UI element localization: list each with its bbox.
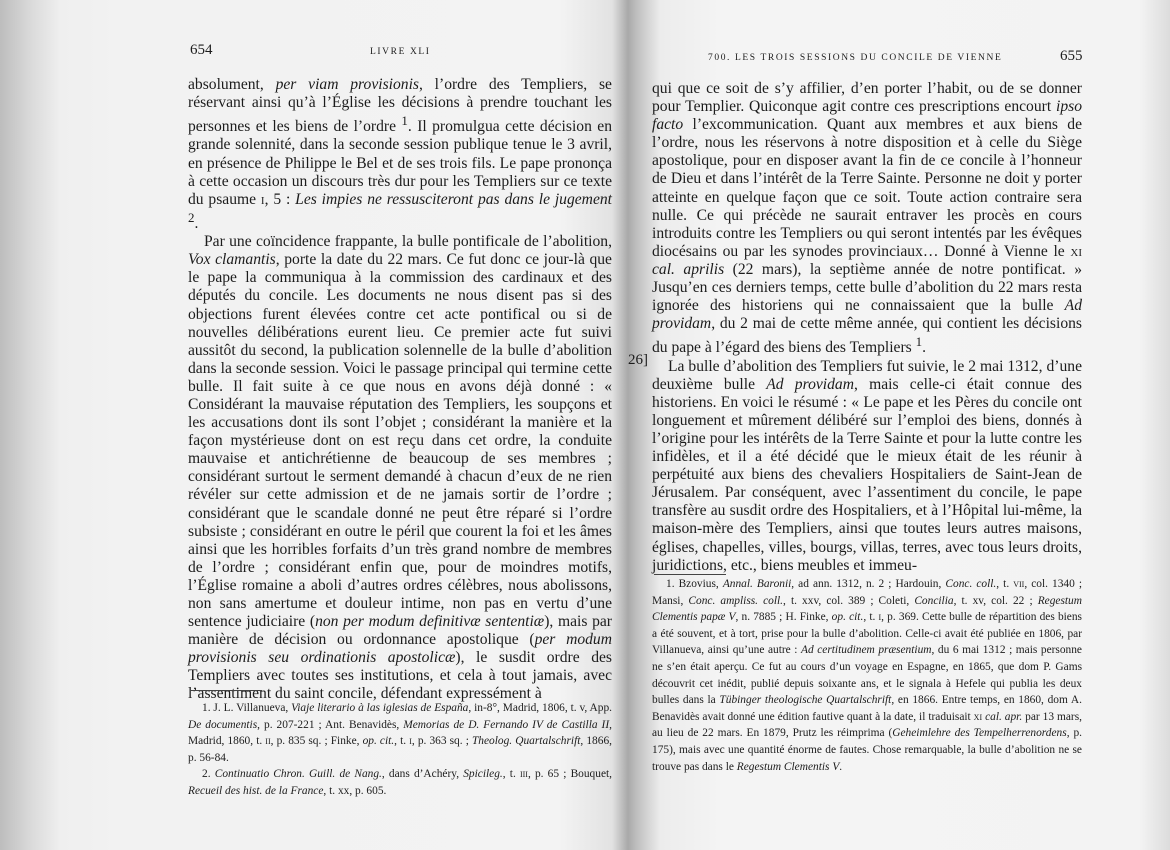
left-footnote-rule bbox=[190, 690, 262, 691]
right-footnote: 1. Bzovius, Annal. Baronii, ad ann. 1312, n. 2 ; Hardouin, Conc. coll., t. vii, col. 1340 ; Mansi, Conc. ampliss. coll., t. xxv, col. 389 ; Coleti, Concilia, t. xv, col. 22 ; Regestum Clementis papæ V, n. 7885 ; H. Finke, op. cit., t. i, p. 369. Cette bulle de répartition des biens a été souvent, et à tort, prise pour la bulle d’abolition. Celle-ci avait été publiée en 1806, par Villanueva, ainsi qu’une autre : Ad certitudinem præsentium, du 6 mai 1312 ; mais personne ne s’en était aperçu. Ce fut au cours d’un voyage en Espagne, en 1865, que dom P. Gams découvrit cet inédit, publié depuis soixante ans, et le signala à Hefele qui publia les deux bulles dans la Tübinger theologische Quartalschrift, en 1866. Entre temps, en 1860, dom A. Benavidès avait donné une édition fautive quant à la date, il traduisait xi cal. apr. par 13 mars, au lieu de 22 mars. En 1879, Prutz les réimprima (Geheimlehre des Tempelherrenordens, p. 175), mais avec une quantité énorme de fautes. Chose remarquable, la bulle d’abolition ne se trouve pas dans le Regestum Clementis V. bbox=[652, 578, 1082, 773]
right-page-number: 655 bbox=[1060, 48, 1083, 64]
left-paragraph: absolument, per viam provisionis, l’ordre des Templiers, se réservant ainsi qu’à l’Église les décisions à prendre touchant les personnes et les biens de l’ordre $^1$. Il promulgua cette décision en grande solennité, dans la seconde session publique tenue le 3 avril, en présence de Philippe le Bel et de ses trois fils. Le pape prononça à cette occasion un discours très dur pour les Templiers sur ce texte du psaume i, 5 : Les impies ne ressusciteront pas dans le jugement $^2$. bbox=[188, 76, 613, 233]
left-running-title: LIVRE XLI bbox=[370, 47, 431, 57]
left-header bbox=[190, 42, 620, 66]
left-footnote: 1. J. L. Villanueva, Viaje literario à las iglesias de España, in-8°, Madrid, 1806, t. v, App. De documentis, p. 207-221 ; Ant. Benavidès, Memorias de D. Fernando IV de Castilla II, Madrid, 1860, t. ii, p. 835 sq. ; Finke, op. cit., t. i, p. 363 sq. ; Theolog. Quartalschrift, 1866, p. 56-84. bbox=[188, 702, 613, 764]
left-paragraph: Par une coïncidence frappante, la bulle pontificale de l’abolition, Vox clamantis, porte la date du 22 mars. Ce fut donc ce jour-là que le pape la communiqua à la commission des cardinaux et des députés du concile. Les documents ne nous disent pas si des objections furent élevées contre cet acte pontifical ou si de nouvelles délibérations eurent lieu. Ce premier acte fut suivi aussitôt du second, la publication solennelle de la bulle d’abolition dans la seconde session. Voici le passage principal qui termine cette bulle. Il fait suite à ce que nous en avons déjà donné : « Considérant la mauvaise réputation des Templiers, les soupçons et les accusations dont ils sont l’objet ; considérant la manière et la façon mystérieuse dont on est reçu dans cet ordre, la conduite mauvaise et antichrétienne de beaucoup de ses membres ; considérant surtout le serment demandé à chacun d’eux de ne rien révéler sur cette admission et de ne jamais sortir de l’ordre ; considérant que le scandale donné ne peut être réparé si l’ordre subsiste ; considérant en outre le péril que courent la foi et les âmes ainsi que les horribles forfaits d’un très grand nombre de membres de l’ordre ; considérant enfin que, pour de moindres motifs, l’Église romaine a aboli d’autres ordres célèbres, nous abolissons, non sans amertume et douleur intime, non pas en vertu d’une sentence judiciaire (non per modum definitivæ sententiæ), mais par manière de décision ou ordonnance apostolique (per modum provisionis seu ordinationis apostolicæ), le susdit ordre des Templiers avec toutes ses institutions, et cela à tout jamais, avec l’assentiment du saint concile, défendant expressément à bbox=[188, 233, 612, 703]
left-page bbox=[150, 0, 620, 850]
left-footnotes bbox=[188, 700, 612, 800]
left-footnote: 2. Continuatio Chron. Guill. de Nang., dans d’Achéry, Spicileg., t. iii, p. 65 ; Bouquet, Recueil des hist. de la France, t. xx, p. 605. bbox=[188, 768, 613, 797]
right-body-text bbox=[652, 80, 1082, 575]
right-header bbox=[652, 48, 1086, 72]
right-footnotes bbox=[652, 576, 1082, 775]
left-body-text bbox=[188, 76, 612, 704]
right-running-title: 700. LES TROIS SESSIONS DU CONCILE DE VIENNE bbox=[708, 53, 1003, 63]
right-paragraph: La bulle d’abolition des Templiers fut suivie, le 2 mai 1312, d’une deuxième bulle Ad providam, mais celle-ci était connue des historiens. En voici le résumé : « Le pape et les Pères du concile ont longuement et mûrement délibéré sur l’emploi des biens, donnés à l’origine pour les intérêts de la Terre Sainte et pour la lutte contre les infidèles, et il a été décidé que le mieux était de les réunir à perpétuité aux biens des chevaliers Hospitaliers de Saint-Jean de Jérusalem. Par conséquent, avec l’assentiment du concile, le pape transfère au susdit ordre des Hospitaliers, et à l’Hôpital lui-même, la maison-mère des Templiers, ainsi que toutes leurs autres maisons, églises, chapelles, villes, bourgs, villas, terres, avec tous leurs droits, juridictions, etc., biens meubles et immeu- bbox=[652, 357, 1083, 574]
right-paragraph: qui que ce soit de s’y affilier, d’en porter l’habit, ou de se donner pour Templier. Quiconque agit contre ces prescriptions encourt ipso facto l’excommunication. Quant aux membres et aux biens de l’ordre, nous les réservons à notre disposition et à celle du Siège apostolique, pour en disposer avant la fin de ce concile à l’honneur de Dieu et dans l’intérêt de la Terre Sainte. Personne ne doit y porter atteinte en quelque façon que ce soit. Toute action contraire sera nulle. Ce qui précède ne saurait entraver les procès en cours introduits contre les Templiers ou qui seront intentés par les évêques diocésains ou par les synodes provinciaux… Donné à Vienne le xi cal. aprilis (22 mars), la septième année de notre pontificat. » Jusqu’en ces derniers temps, cette bulle d’abolition du 22 mars resta ignorée des historiens qui ne connaissaient que la bulle Ad providam, du 2 mai de cette même année, qui contient les décisions du pape à l’égard des biens des Templiers $^1$. bbox=[652, 80, 1082, 357]
right-footnote-rule bbox=[654, 574, 726, 575]
margin-number: 26] bbox=[628, 352, 648, 368]
left-page-number: 654 bbox=[190, 42, 213, 58]
right-page bbox=[646, 0, 1086, 850]
